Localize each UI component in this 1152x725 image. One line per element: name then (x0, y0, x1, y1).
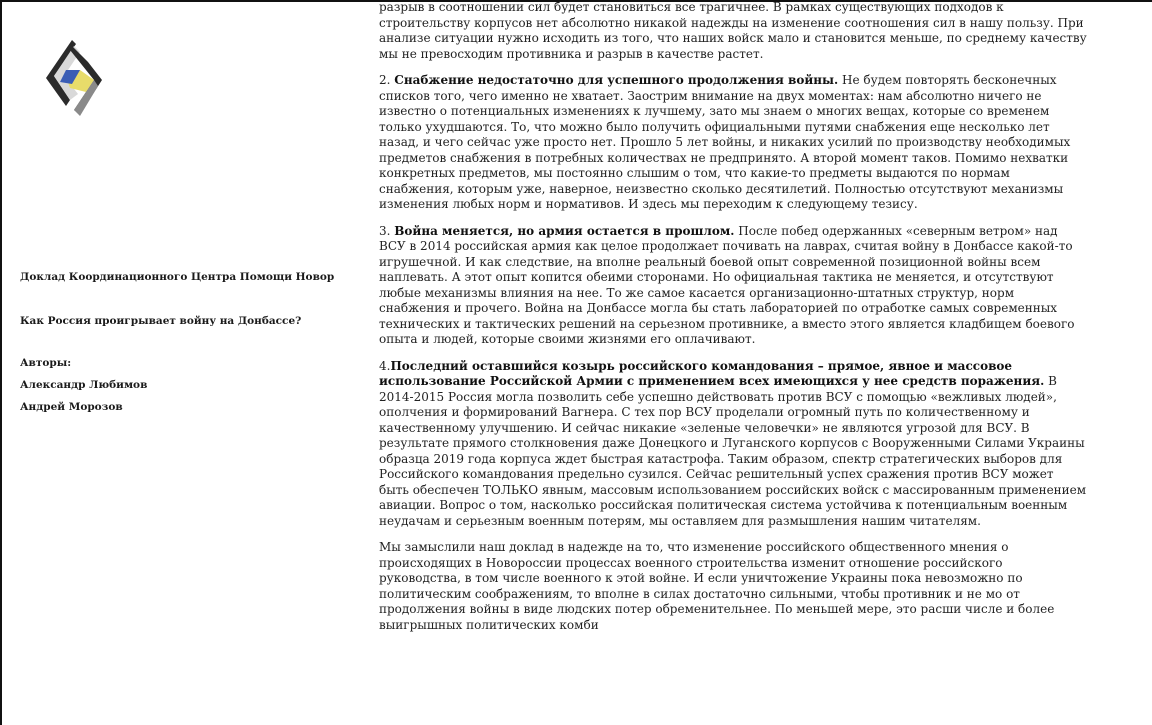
section-text: Не будем повторять бесконечных списков того, чего именно не хватает. Заострим внимание на двух моментах: нам абсолютно ничего не известно о потенциальных изменениях к лучшему, зато мы знаем о многих вещах, которые со временем только ухудшаются. То, что можно было получить официальными путями снабжения еще несколько лет назад, и чего сейчас уже просто нет. Прошло 5 лет войны, и никаких усилий по производству необходимых предметов снабжения в потребных количествах не предпринято. А второй момент таков. Помимо нехватки конкретных предметов, мы постоянно слышим о том, что какие-то предметы выдаются по нормам снабжения, которым уже, наверное, неизвестно сколько десятилетий. Полностью отсутствуют механизмы изменения любых норм и нормативов. И здесь мы переходим к следующему тезису. (379, 73, 1071, 211)
section-heading: Снабжение недостаточно для успешного продолжения войны. (394, 73, 839, 87)
section-number: 4. (379, 358, 391, 373)
article-section-2 (379, 73, 1087, 213)
section-heading: Последний оставшийся козырь российского командования – прямое, явное и массовое использование Российской Армии с применением всех имеющихся у нее средств поражения. (379, 358, 1045, 388)
author-name: Александр Любимов (20, 379, 148, 391)
section-number: 2. (379, 73, 395, 87)
article-paragraph: разрыв в соотношении сил будет становиться все трагичнее. В рамках существующих подходов к строительству корпусов нет абсолютно никакой надежды на изменение соотношения сил в нашу пользу. При анализе ситуации нужно исходить из того, что наших войск мало и становится меньше, по среднему качеству мы не превосходим противника и разрыв в качестве растет. (379, 0, 1087, 61)
report-meta (20, 270, 340, 414)
article-paragraph: Мы замыслили наш доклад в надежде на то, что изменение российского общественного мнения о происходящих в Новороссии процессах военного строительства изменит отношение российского руководства, в том числе военного к этой войне. И если уничтожение Украины пока невозможно по политическим соображениям, то вполне в силах достаточно сильными, чтобы противник и не мо от продолжения войны в виде людских потер обременительнее. По меньшей мере, это расши числе и более выигрышных политических комби (379, 540, 1055, 632)
report-title: Доклад Координационного Центра Помощи Новор (20, 271, 335, 283)
blurred-overlay (700, 643, 1120, 725)
authors-label: Авторы: (20, 357, 72, 369)
article-section-3 (379, 224, 1087, 348)
window-left-border (0, 0, 2, 725)
article-body (379, 0, 1087, 644)
section-text: После побед одержанных «северным ветром» над ВСУ в 2014 российская армия как целое продолжает почивать на лаврах, считая войну в Донбассе какой-то игрушечной. И как следствие, на вполне реальный боевой опыт современной позиционной войны всем наплевать. А этот опыт копится обеими сторонами. Но официальная тактика не меняется, и отсутствуют любые механизмы влияния на нее. То же самое касается организационно-штатных структур, норм снабжения и прочего. Война на Донбассе могла бы стать лабораторией по отработке самых современных технических и тактических решений на серьезном противнике, а вместо этого является кладбищем боевого опыта и людей, которые своими жизнями его оплачивают. (379, 223, 1075, 346)
section-text: В 2014-2015 Россия могла позволить себе успешно действовать против ВСУ с помощью «вежливых людей», ополчения и формирований Вагнера. С тех пор ВСУ проделали огромный путь по количественному и качественному улучшению. И сейчас никакие «зеленые человечки» не являются угрозой для ВСУ. В результате прямого столкновения даже Донецкого и Луганского корпусов с Вооруженными Силами Украины образца 2019 года корпуса ждет быстрая катастрофа. Таким образом, спектр стратегических выборов для Российского командования предельно сузился. Сейчас решительный успех сражения против ВСУ может быть обеспечен ТОЛЬКО явным, массовым использованием российских войск с массированным применением авиации. Вопрос о том, насколько российская политическая система устойчива к потенциальным военным неудачам и серьезным военным потерям, мы оставляем для размышления нашим читателям. (379, 374, 1087, 528)
section-heading: Война меняется, но армия остается в прошлом. (394, 223, 735, 238)
author-name: Андрей Морозов (20, 401, 123, 413)
article-section-4 (379, 359, 1087, 530)
site-logo-icon (40, 30, 120, 122)
report-subtitle: Как Россия проигрывает войну на Донбассе? (20, 315, 302, 327)
section-number: 3. (379, 223, 395, 238)
